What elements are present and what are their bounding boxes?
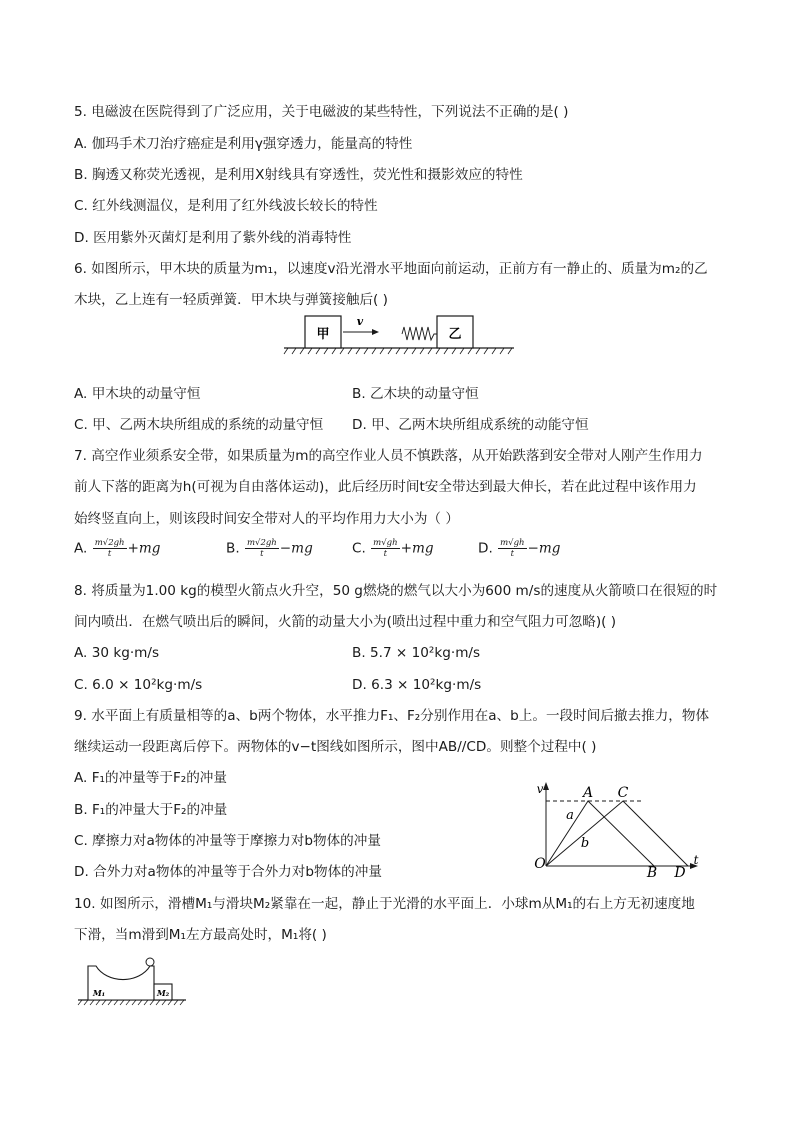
q6-figure	[280, 312, 520, 358]
q7-option-a-den: t	[107, 549, 112, 559]
q7-option-c-label: C.	[352, 540, 366, 557]
q10-stem-line2: 下滑，当m滑到M₁左方最高处时，M₁将( )	[74, 927, 327, 943]
q8-stem-line1: 8. 将质量为1.00 kg的模型火箭点火升空，50 g燃烧的燃气以大小为600 m/s的速度从火箭喷口在很短的时	[74, 583, 718, 599]
q5-option-d: D. 医用紫外灭菌灯是利用了紫外线的消毒特性	[74, 230, 352, 246]
q9-stem-line2: 继续运动一段距离后停下。两物体的v−t图线如图所示，图中AB//CD。则整个过程中( )	[74, 739, 597, 755]
q9-option-b: B. F₁的冲量大于F₂的冲量	[74, 802, 228, 818]
q7-option-b-den: t	[260, 549, 264, 559]
line-a	[546, 801, 654, 866]
q7-option-a-label: A.	[74, 540, 88, 557]
q6-stem-line2: 木块，乙上连有一轻质弹簧．甲木块与弹簧接触后( )	[74, 292, 388, 308]
point-b-label: B	[646, 865, 658, 881]
q9-vt-graph	[526, 776, 706, 882]
q5-option-c: C. 红外线测温仪，是利用了红外线波长较长的特性	[74, 198, 378, 214]
ball-m	[146, 958, 154, 966]
q8-option-d: D. 6.3 × 10²kg·m/s	[352, 677, 482, 693]
block-yi-label: 乙	[448, 327, 462, 342]
q9-option-d: D. 合外力对a物体的冲量等于合外力对b物体的冲量	[74, 864, 382, 880]
spring	[402, 327, 437, 340]
q8-stem-line2: 间内喷出．在燃气喷出后的瞬间，火箭的动量大小为(喷出过程中重力和空气阻力可忽略)( )	[74, 614, 617, 630]
q7-option-c	[352, 538, 434, 559]
q7-option-c-den: t	[383, 549, 388, 559]
q7-option-d	[478, 538, 561, 559]
q6-stem-line1: 6. 如图所示，甲木块的质量为m₁，以速度v沿光滑水平地面向前运动，正前方有一静止的、质量为m₂的乙	[74, 261, 708, 277]
q6-option-a: A. 甲木块的动量守恒	[74, 386, 201, 402]
t-axis-label: t	[693, 853, 699, 867]
q7-option-b	[226, 538, 313, 559]
point-a-label: A	[582, 785, 594, 801]
q10-stem-line1: 10. 如图所示，滑槽M₁与滑块M₂紧靠在一起，静止于光滑的水平面上．小球m从M₁的右上方无初速度地	[74, 896, 695, 912]
q7-option-c-num: m√gh	[373, 538, 398, 548]
q7-option-d-tail: −mg	[527, 540, 561, 557]
q7-option-d-den: t	[510, 549, 515, 559]
line-a-label: a	[566, 808, 574, 823]
q7-option-a-tail: +mg	[127, 540, 161, 557]
q6-option-c: C. 甲、乙两木块所组成的系统的动量守恒	[74, 417, 324, 433]
slot-m1-label: M₁	[92, 988, 106, 998]
q9-option-c: C. 摩擦力对a物体的冲量等于摩擦力对b物体的冲量	[74, 833, 381, 849]
q7-option-b-num: m√2gh	[246, 538, 277, 548]
q7-option-b-tail: −mg	[279, 540, 313, 557]
origin-label: O	[534, 856, 546, 872]
velocity-label: v	[356, 315, 364, 328]
q5-stem: 5. 电磁波在医院得到了广泛应用，关于电磁波的某些特性，下列说法不正确的是( )	[74, 104, 569, 120]
q8-option-c: C. 6.0 × 10²kg·m/s	[74, 677, 203, 693]
q7-option-c-tail: +mg	[400, 540, 434, 557]
q9-option-a: A. F₁的冲量等于F₂的冲量	[74, 770, 227, 786]
q8-option-a: A. 30 kg·m/s	[74, 645, 160, 661]
q9-stem-line1: 9. 水平面上有质量相等的a、b两个物体，水平推力F₁、F₂分别作用在a、b上。一段时间后撤去推力，物体	[74, 708, 710, 724]
q8-option-b: B. 5.7 × 10²kg·m/s	[352, 645, 481, 661]
q7-option-a-num: m√2gh	[94, 538, 125, 548]
q7-option-d-num: m√gh	[500, 538, 525, 548]
block-m2-label: M₂	[156, 988, 170, 998]
q7-option-d-label: D.	[478, 540, 493, 557]
q7-option-a	[74, 538, 161, 559]
q7-option-b-label: B.	[226, 540, 240, 557]
q5-option-b: B. 胸透又称荧光透视，是利用X射线具有穿透性，荧光性和摄影效应的特性	[74, 167, 523, 183]
q6-option-d: D. 甲、乙两木块所组成系统的动能守恒	[352, 417, 589, 433]
block-jia-label: 甲	[316, 327, 330, 342]
line-b-label: b	[580, 836, 590, 851]
point-d-label: D	[674, 865, 686, 881]
v-axis-label: v	[536, 782, 544, 796]
point-c-label: C	[617, 785, 629, 801]
q7-stem-line3: 始终竖直向上，则该段时间安全带对人的平均作用力大小为（ ）	[74, 511, 459, 527]
q5-option-a: A. 伽玛手术刀治疗癌症是利用γ强穿透力，能量高的特性	[74, 136, 413, 152]
q10-figure	[74, 956, 194, 1008]
q7-stem-line2: 前人下落的距离为h(可视为自由落体运动)，此后经历时间t安全带达到最大伸长，若在此过程中该作用力	[74, 479, 697, 495]
q6-option-b: B. 乙木块的动量守恒	[352, 386, 479, 402]
q7-stem-line1: 7. 高空作业须系安全带，如果质量为m的高空作业人员不慎跌落，从开始跌落到安全带对人刚产生作用力	[74, 448, 703, 464]
